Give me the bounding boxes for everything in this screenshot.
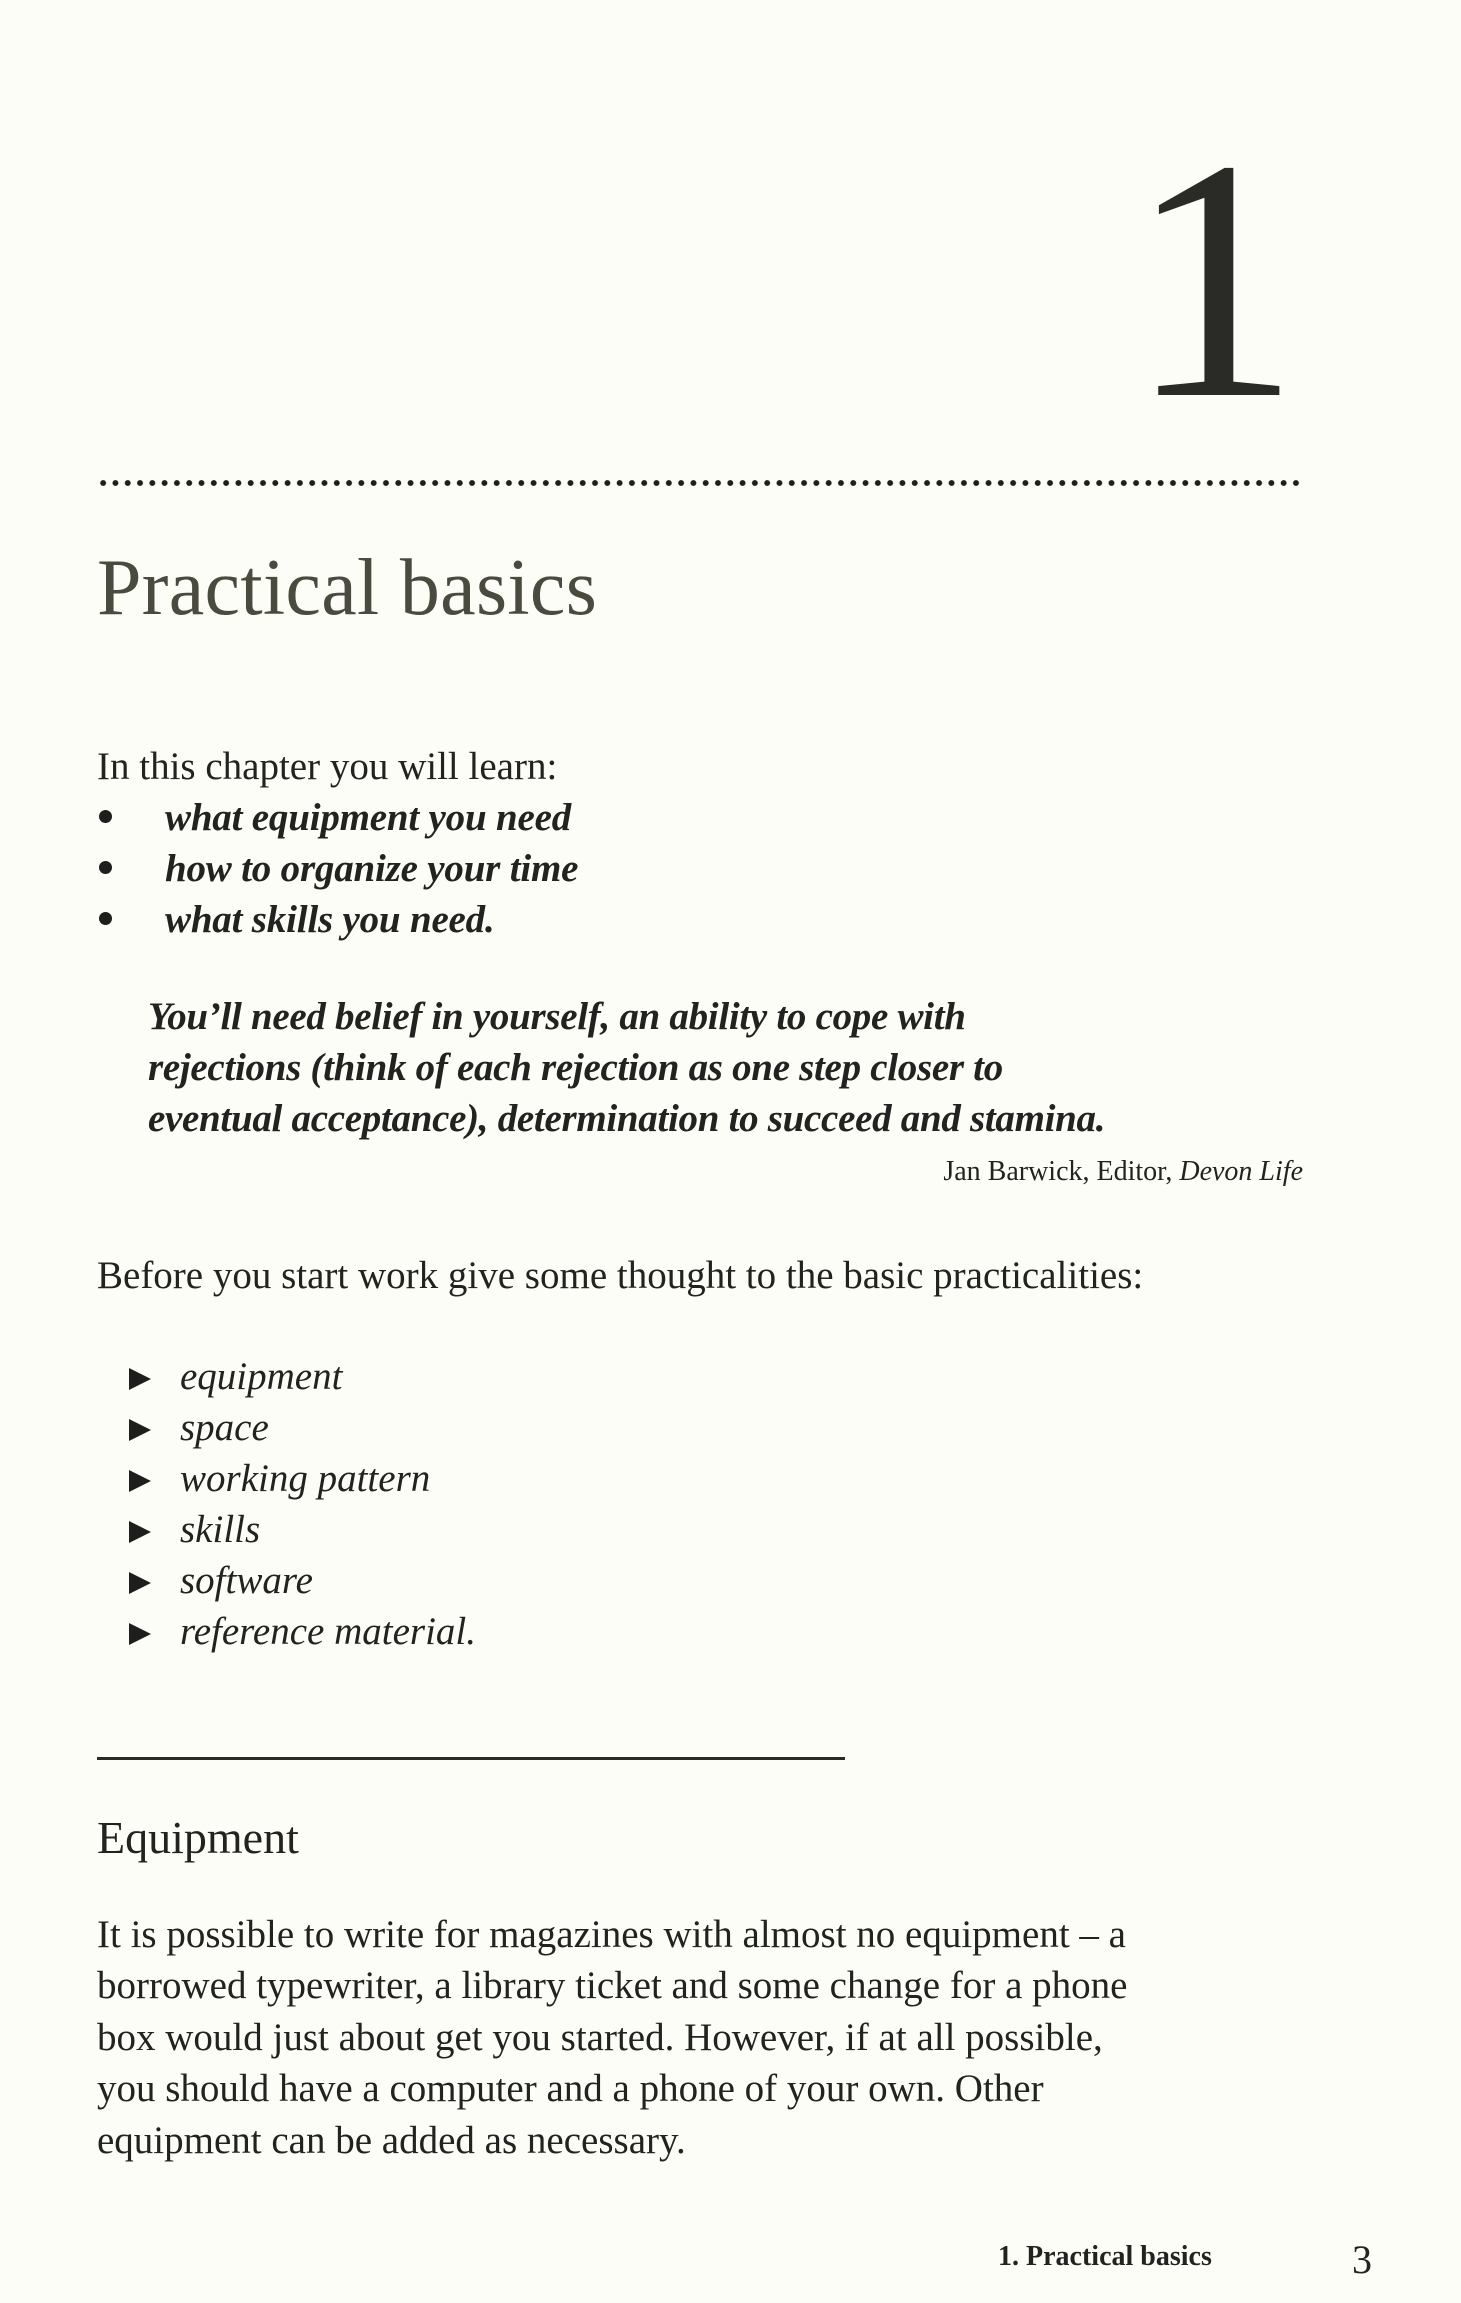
bullet-icon	[99, 861, 112, 874]
learn-list-item-text: what equipment you need	[165, 796, 572, 839]
triangle-right-icon	[129, 1419, 151, 1441]
body-line: you should have a computer and a phone of your own. Other	[97, 2067, 1044, 2110]
learn-list-item-text: what skills you need.	[165, 898, 495, 941]
triangle-right-icon	[129, 1572, 151, 1594]
quote-line: You’ll need belief in yourself, an ability to cope with	[148, 995, 966, 1038]
section-rule-divider	[97, 1757, 845, 1760]
quote-attribution	[943, 1158, 1303, 1186]
practicalities-item-text: working pattern	[180, 1457, 431, 1500]
dotted-rule-divider	[97, 479, 1305, 487]
practicalities-item-text: space	[180, 1406, 269, 1449]
triangle-right-icon	[129, 1368, 151, 1390]
triangle-right-icon	[129, 1521, 151, 1543]
triangle-right-icon	[129, 1623, 151, 1645]
running-footer: 1. Practical basics	[998, 2241, 1212, 2272]
attribution-name: Jan Barwick, Editor,	[943, 1156, 1180, 1187]
bullet-icon	[99, 810, 112, 823]
body-line: It is possible to write for magazines with almost no equipment – a	[97, 1913, 1126, 1956]
chapter-number: 1	[1128, 89, 1300, 470]
practicalities-lead: Before you start work give some thought to the basic practicalities:	[97, 1254, 1144, 1297]
practicalities-item-text: software	[180, 1559, 313, 1602]
quote-line: eventual acceptance), determination to succeed and stamina.	[148, 1097, 1106, 1140]
practicalities-item-text: equipment	[180, 1355, 343, 1398]
quote-line: rejections (think of each rejection as one step closer to	[148, 1046, 1003, 1089]
learn-list-item-text: how to organize your time	[165, 847, 579, 890]
chapter-title: Practical basics	[97, 544, 598, 632]
body-line: box would just about get you started. However, if at all possible,	[97, 2016, 1103, 2059]
triangle-right-icon	[129, 1470, 151, 1492]
bullet-icon	[99, 912, 112, 925]
body-line: borrowed typewriter, a library ticket and some change for a phone	[97, 1964, 1128, 2007]
page-number: 3	[1352, 2237, 1372, 2282]
practicalities-item-text: reference material.	[180, 1610, 477, 1653]
body-line: equipment can be added as necessary.	[97, 2119, 686, 2162]
section-heading: Equipment	[97, 1812, 299, 1863]
attribution-publication: Devon Life	[1179, 1156, 1303, 1187]
intro-lead: In this chapter you will learn:	[97, 745, 558, 788]
practicalities-item-text: skills	[180, 1508, 261, 1551]
